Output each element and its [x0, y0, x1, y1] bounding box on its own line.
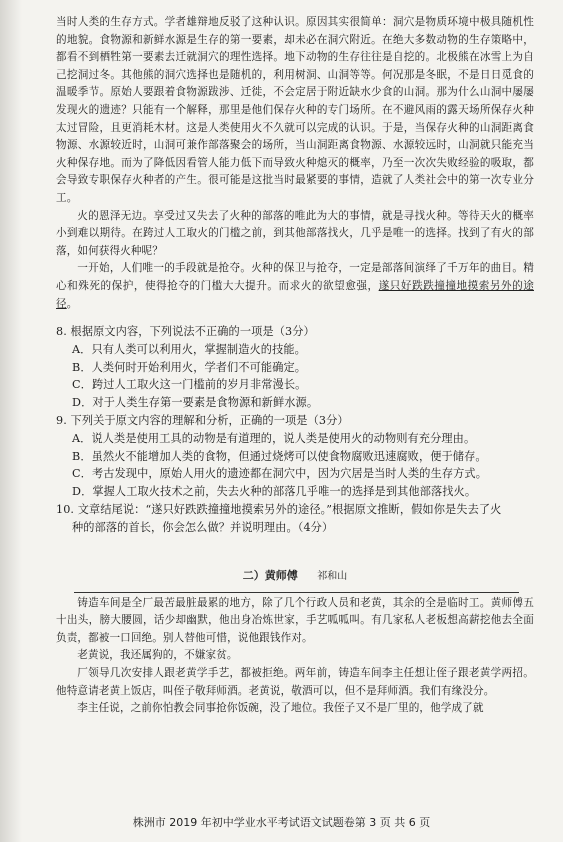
question-9-option-d: D．掌握人工取火技术之前，失去火种的部落几乎唯一的选择是到其他部落找火。	[72, 485, 477, 499]
page-footer: 株洲市 2019 年初中学业水平考试语文试题卷第 3 页 共 6 页	[132, 816, 431, 829]
question-9-option-a: A．说人类是使用工具的动物是有道理的，说人类是使用火的动物则有充分理由。	[72, 431, 476, 445]
question-8-option-a: A．只有人类可以利用火，掌握制造火的技能。	[72, 342, 306, 356]
question-8-option-d: D．对于人类生存第一要素是食物源和新鲜水源。	[72, 396, 319, 410]
section-2-title: 二）黄师傅	[242, 568, 298, 582]
question-8-option-c: C．跨过人工取火这一门槛前的岁月非常漫长。	[72, 378, 307, 392]
story-paragraph-1: 铸造车间是全厂最苦最脏最累的地方，除了几个行政人员和老黄，其余的全是临时工。黄师傅五十出头，膀大腰圆，话少却幽默，他出身冶炼世家，手艺呱呱叫。有几家私人老板想高薪挖他去全面负责，都被一口回绝。别人替他可惜，说他跟钱作对。	[56, 596, 534, 644]
exam-page	[56, 14, 534, 718]
question-9	[56, 412, 534, 501]
question-8	[56, 323, 534, 412]
question-10-stem-continued: 种的部落的首长，你会怎么做？并说明理由。（4分）	[72, 520, 334, 534]
passage-paragraph-2: 火的恩泽无边。享受过又失去了火种的部落的唯此为大的事情，就是寻找火种。等待天火的概率小到难以期待。在跨过人工取火的门槛之前，到其他部落找火，几乎是唯一的选择。找到了有火的部落，如何获得火种呢？	[56, 209, 534, 257]
question-8-option-b: B．人类何时开始利用火，学者们不可能确定。	[72, 360, 307, 374]
question-10-stem: 10. 文章结尾说：“遂只好跌跌撞撞地摸索另外的途径。”根据原文推断，假如你是失去了火	[56, 503, 502, 517]
passage-paragraph-3-text: 一开始，人们唯一的手段就是抢夺。火种的保卫与抢夺，一定是部落间演绎了千万年的曲目。精心和殊死的保护，使得抢夺的门槛大大提升。而求火的欲望愈强，	[56, 262, 534, 292]
passage-paragraph-3-end: 。	[66, 297, 78, 310]
question-9-option-c: C．考古发现中，原始人用火的遗迹都在洞穴中，因为穴居是当时人类的生存方式。	[72, 467, 488, 481]
passage-underlined-phrase: 遂只好跌跌撞撞地摸索另外的途径	[56, 279, 534, 310]
passage-paragraph-3	[56, 260, 534, 313]
question-9-stem: 9. 下列关于原文内容的理解和分析，正确的一项是（3分）	[56, 414, 349, 428]
section-divider-rule	[74, 592, 519, 593]
question-10	[56, 501, 534, 537]
story-paragraph-2: 老黄说，我还属狗的，不嫌家贫。	[77, 649, 238, 662]
section-2-heading	[56, 567, 534, 583]
section-2-author: 祁和山	[317, 570, 348, 582]
passage-paragraph-1: 当时人类的生存方式。学者雄辩地反驳了这种认识。原因其实很简单：洞穴是物质环境中极具随机性的地貌。食物源和新鲜水源是生存的第一要素，却未必在洞穴附近。在绝大多数动物的生存策略中，都看不到栖牲第一要素去迁就洞穴的理性选择。地下动物的生存往往是自挖的。北极熊在冰雪上为自己挖洞过冬。其他熊的洞穴选择也是随机的，利用树洞、山洞等等。何况那是冬眠，不是日日觅食的温暖季节。原始人要跟着食物源跋涉、迁徙，不会定居于附近缺水少食的山洞。那为什么山洞中屡屡发现火的遗迹？只能有一个解释，那里是他们保存火种的专门场所。在不避风雨的露天场所保存火种太过冒险，且更消耗木材。这是人类使用火不久就可以完成的认识。于是，当保存火种的山洞距离食物源、水源较近时，山洞可兼作部落聚会的场所，当山洞距离食物源、水源较远时，山洞就只能充当火种保存地。而为了降低因看管人能力低下而导致火种熄灭的概率，乃至一次次失败经验的吸取，都会导致专职保存火种者的产生。很可能是这批当时最紧要的事情，造就了人类社会中的第一次专业分工。	[56, 16, 534, 204]
story-paragraph-4: 李主任说，之前你怕教会同事抢你饭碗，没了地位。我侄子又不是厂里的，他学成了就	[77, 702, 484, 715]
story-paragraph-3: 厂领导几次安排人跟老黄学手艺，都被拒绝。两年前，铸造车间李主任想让侄子跟老黄学两招。他特意请老黄上饭店，叫侄子敬拜师酒。老黄说，敬酒可以，但不是拜师酒。我们有缘没分。	[56, 667, 534, 697]
question-9-option-b: B．虽然火不能增加人类的食物，但通过烧烤可以使食物腐败迅速腐败，便于储存。	[72, 449, 487, 463]
question-8-stem: 8. 根据原文内容，下列说法不正确的一项是（3分）	[56, 325, 315, 339]
scan-edge-shadow	[0, 0, 22, 842]
